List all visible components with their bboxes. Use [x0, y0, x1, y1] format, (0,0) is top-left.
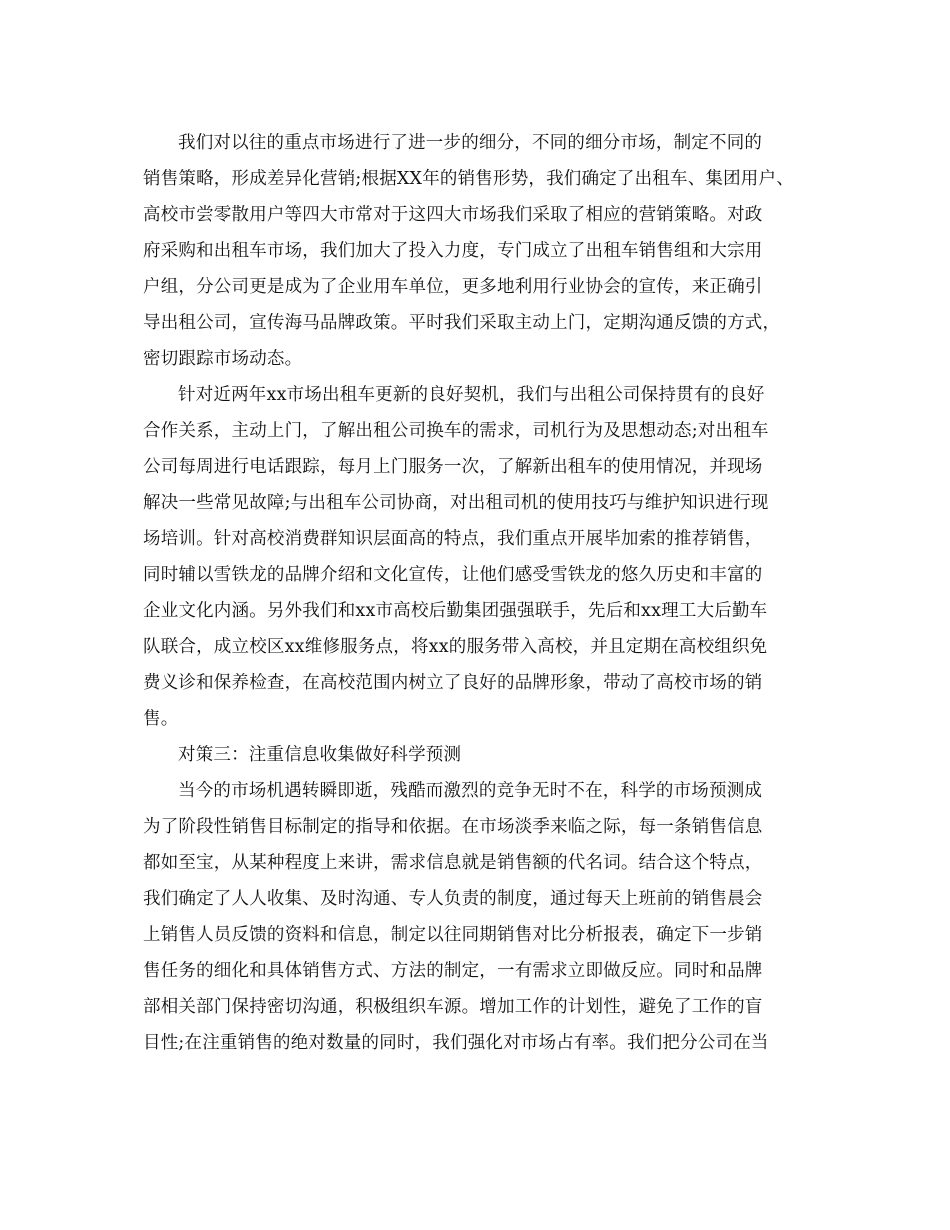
paragraph-1-line-5: 户组，分公司更是成为了企业用车单位，更多地利用行业协会的宣传，来正确引	[143, 277, 763, 297]
paragraph-2-line-7: 企业文化内涵。另外我们和xx市高校后勤集团强强联手，先后和xx理工大后勤车	[143, 601, 768, 621]
paragraph-3-line-8: 目性;在注重销售的绝对数量的同时，我们强化对市场占有率。我们把分公司在当	[143, 1033, 769, 1053]
paragraph-2-line-9: 费义诊和保养检查，在高校范围内树立了良好的品牌形象，带动了高校市场的销	[143, 673, 763, 693]
paragraph-3-line-1: 当今的市场机遇转瞬即逝，残酷而激烈的竞争无时不在，科学的市场预测成	[178, 781, 763, 801]
paragraph-2-line-6: 同时辅以雪铁龙的品牌介绍和文化宣传，让他们感受雪铁龙的悠久历史和丰富的	[143, 565, 763, 585]
paragraph-1-line-4: 府采购和出租车市场，我们加大了投入力度，专门成立了出租车销售组和大宗用	[143, 241, 763, 261]
paragraph-3-line-6: 售任务的细化和具体销售方式、方法的制定，一有需求立即做反应。同时和品牌	[143, 961, 763, 981]
paragraph-1-line-1: 我们对以往的重点市场进行了进一步的细分，不同的细分市场，制定不同的	[178, 133, 763, 153]
paragraph-1-line-2: 销售策略，形成差异化营销;根据XX年的销售形势，我们确定了出租车、集团用户、	[143, 169, 794, 189]
paragraph-3-line-5: 上销售人员反馈的资料和信息，制定以往同期销售对比分析报表，确定下一步销	[143, 925, 763, 945]
paragraph-3-line-7: 部相关部门保持密切沟通，积极组织车源。增加工作的计划性，避免了工作的盲	[143, 997, 763, 1017]
paragraph-2-line-2: 合作关系，主动上门，了解出租公司换车的需求，司机行为及思想动态;对出租车	[143, 421, 769, 441]
section-heading: 对策三：注重信息收集做好科学预测	[178, 745, 462, 765]
paragraph-2-line-8: 队联合，成立校区xx维修服务点，将xx的服务带入高校，并且定期在高校组织免	[143, 637, 768, 657]
paragraph-3-line-2: 为了阶段性销售目标制定的指导和依据。在市场淡季来临之际，每一条销售信息	[143, 817, 763, 837]
paragraph-2-line-1: 针对近两年xx市场出租车更新的良好契机，我们与出租公司保持贯有的良好	[178, 385, 765, 405]
paragraph-3-line-3: 都如至宝，从某种程度上来讲，需求信息就是销售额的代名词。结合这个特点，	[143, 853, 763, 873]
paragraph-2-line-10: 售。	[143, 709, 179, 729]
paragraph-1-line-6: 导出租公司，宣传海马品牌政策。平时我们采取主动上门，定期沟通反馈的方式，	[143, 313, 781, 333]
paragraph-3-line-4: 我们确定了人人收集、及时沟通、专人负责的制度，通过每天上班前的销售晨会	[143, 889, 763, 909]
paragraph-1-line-3: 高校市尝零散用户等四大市常对于这四大市场我们采取了相应的营销策略。对政	[143, 205, 763, 225]
paragraph-2-line-5: 场培训。针对高校消费群知识层面高的特点，我们重点开展毕加索的推荐销售，	[143, 529, 763, 549]
paragraph-1-line-7: 密切跟踪市场动态。	[143, 349, 303, 369]
paragraph-2-line-3: 公司每周进行电话跟踪，每月上门服务一次，了解新出租车的使用情况，并现场	[143, 457, 763, 477]
paragraph-2-line-4: 解决一些常见故障;与出租车公司协商，对出租司机的使用技巧与维护知识进行现	[143, 493, 769, 513]
